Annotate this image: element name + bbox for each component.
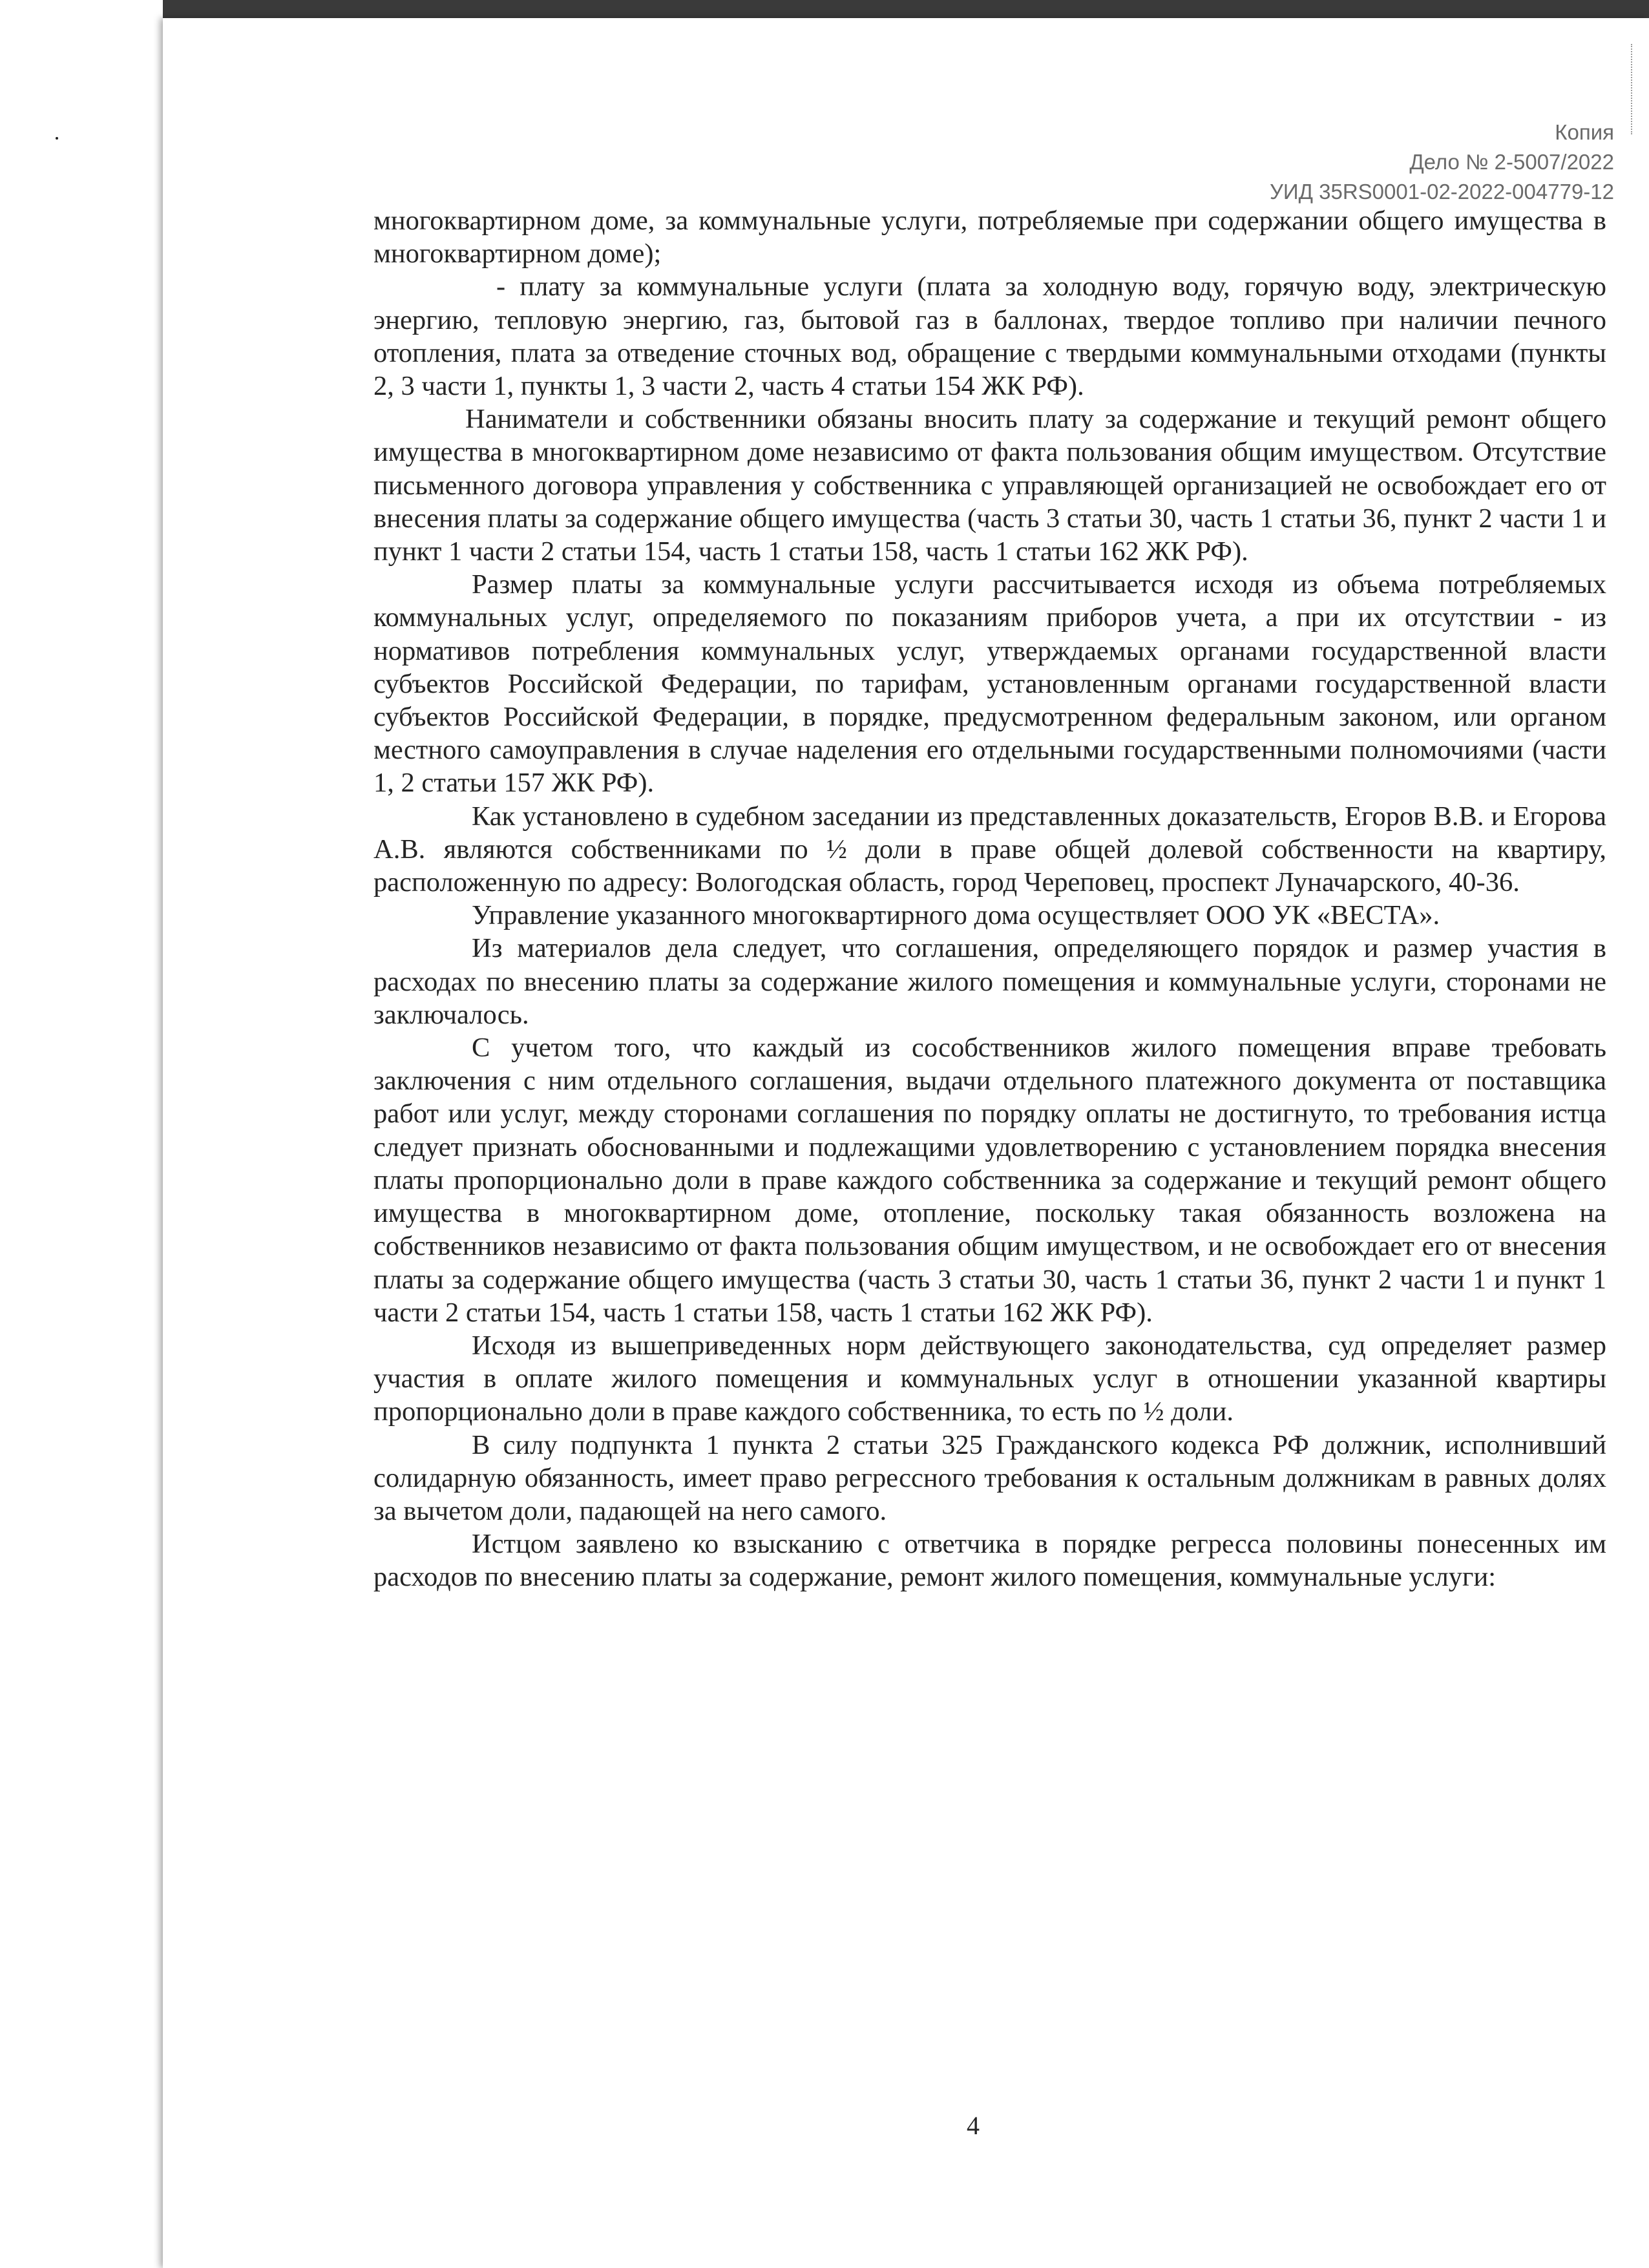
paragraph: С учетом того, что каждый из сособственников жилого помещения вправе требовать заключения с ним отдельного соглашения, выдачи отдельного платежного документа от поставщика работ или услуг, между сторонами соглашения по порядку оплаты не достигнуто, то требования истца следует признать обоснованными и подлежащими удовлетворению с установлением порядка внесения платы пропорционально доли в праве каждого собственника за содержание и текущий ремонт общего имущества в многоквартирном доме, отопление, поскольку такая обязанность возложена на собственников независимо от факта пользования общим имуществом, и не освобождает его от внесения платы за содержание общего имущества (часть 3 статьи 30, часть 1 статьи 36, пункт 2 части 1 и пункт 1 части 2 статьи 154, часть 1 статьи 158, часть 1 статьи 162 ЖК РФ). — [373, 1033, 1606, 1328]
uid-number: УИД 35RS0001-02-2022-004779-12 — [1269, 180, 1614, 204]
paragraph: Истцом заявлено ко взысканию с ответчика в порядке регресса половины понесенных им расходов по внесению платы за содержание, ремонт жилого помещения, коммунальные услуги: — [373, 1529, 1606, 1593]
paragraph: Размер платы за коммунальные услуги рассчитывается исходя из объема потребляемых коммунальных услуг, определяемого по показаниям приборов учета, а при их отсутствии - из нормативов потребления коммунальных услуг, утверждаемых органами государственной власти субъектов Российской Федерации, по тарифам, установленным органами государственной власти субъектов Российской Федерации, в порядке, предусмотренном федеральным законом, или органом местного самоуправления в случае наделения его отдельными государственными полномочиями (части 1, 2 статьи 157 ЖК РФ). — [373, 569, 1606, 799]
scan-left-margin — [0, 0, 163, 2268]
paragraph: Из материалов дела следует, что соглашения, определяющего порядок и размер участия в расходах по внесению платы за содержание жилого помещения и коммунальные услуги, сторонами не заключалось. — [373, 933, 1606, 1030]
copy-label: Копия — [1555, 120, 1614, 144]
paragraph: В силу подпункта 1 пункта 2 статьи 325 Гражданского кодекса РФ должник, исполнивший солидарную обязанность, имеет право регрессного требования к остальным должникам в равных долях за вычетом доли, падающей на него самого. — [373, 1429, 1606, 1526]
paragraph: - плату за коммунальные услуги (плата за холодную воду, горячую воду, электрическую энергию, тепловую энергию, газ, бытовой газ в баллонах, твердое топливо при наличии печного отопления, плата за отведение сточных вод, обращение с твердыми коммунальными отходами (пункты 2, 3 части 1, пункты 1, 3 части 2, часть 4 статьи 154 ЖК РФ). — [373, 271, 1606, 402]
paragraph: Наниматели и собственники обязаны вносить плату за содержание и текущий ремонт общего имущества в многоквартирном доме независимо от факта пользования общим имуществом. Отсутствие письменного договора управления у собственника с управляющей организацией не освобождает его от внесения платы за содержание общего имущества (часть 3 статьи 30, часть 1 статьи 36, пункт 2 части 1 и пункт 1 части 2 статьи 154, часть 1 статьи 158, часть 1 статьи 162 ЖК РФ). — [373, 404, 1606, 567]
paragraph: Управление указанного многоквартирного дома осуществляет ООО УК «ВЕСТА». — [472, 900, 1440, 931]
document-body — [373, 204, 1606, 1594]
scan-edge-mark — [1624, 44, 1632, 134]
page-number: 4 — [967, 2111, 980, 2140]
paragraph: Как установлено в судебном заседании из представленных доказательств, Егоров В.В. и Егорова А.В. являются собственниками по ½ доли в праве общей долевой собственности на квартиру, расположенную по адресу: Вологодская область, город Череповец, проспект Луначарского, 40-36. — [373, 801, 1606, 898]
paragraph: Исходя из вышеприведенных норм действующего законодательства, суд определяет размер участия в оплате жилого помещения и коммунальных услуг в отношении указанной квартиры пропорционально доли в праве каждого собственника, то есть по ½ доли. — [373, 1330, 1606, 1427]
paragraph: многоквартирном доме, за коммунальные услуги, потребляемые при содержании общего имущества в многоквартирном доме); — [373, 205, 1606, 269]
document-header — [1270, 118, 1614, 207]
scan-speck — [56, 137, 58, 140]
case-number: Дело № 2-5007/2022 — [1409, 150, 1614, 174]
